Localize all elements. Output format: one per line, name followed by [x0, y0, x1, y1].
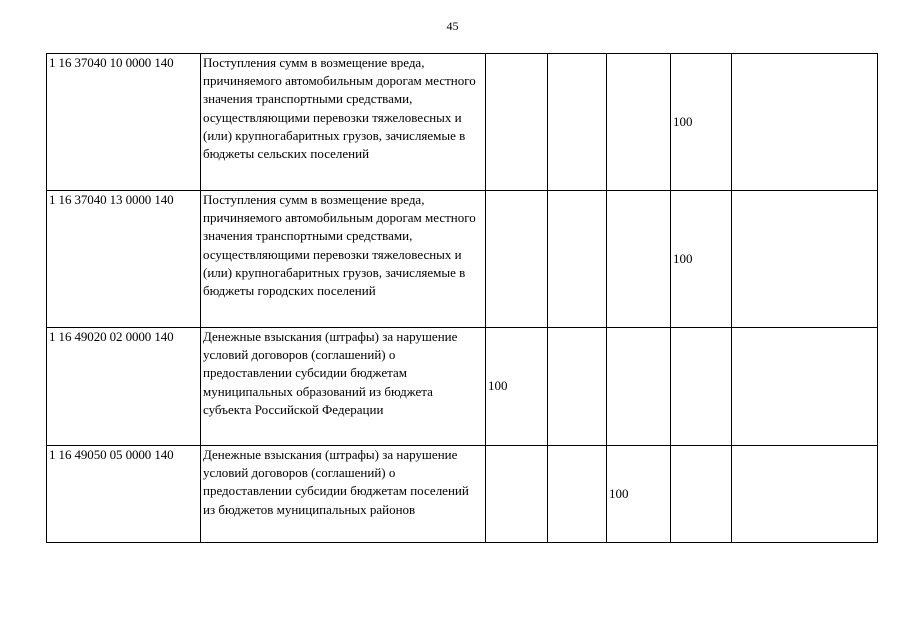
value-cell: 100 — [607, 446, 671, 543]
value-cell — [732, 328, 878, 446]
value-cell — [486, 54, 548, 191]
value-cell — [607, 54, 671, 191]
value-cell: 100 — [671, 191, 732, 328]
value-cell — [607, 328, 671, 446]
value-cell — [548, 54, 607, 191]
value-cell — [607, 191, 671, 328]
value-cell — [548, 191, 607, 328]
classification-code-cell: 1 16 37040 13 0000 140 — [47, 191, 201, 328]
table-row — [47, 54, 878, 191]
value-cell — [548, 446, 607, 543]
classification-code-cell: 1 16 49020 02 0000 140 — [47, 328, 201, 446]
revenue-distribution-table — [46, 53, 878, 543]
classification-code-cell: 1 16 37040 10 0000 140 — [47, 54, 201, 191]
page-number: 45 — [446, 19, 459, 33]
income-description-cell: Поступления сумм в возмещение вреда, причиняемого автомобильным дорогам местного значения транспортными средствами, осуществляющими перевозки тяжеловесных и (или) крупногабаритных грузов, зачисляемые в бюджеты городских поселений — [201, 191, 486, 328]
value-cell — [671, 446, 732, 543]
income-description-cell: Поступления сумм в возмещение вреда, причиняемого автомобильным дорогам местного значения транспортными средствами, осуществляющими перевозки тяжеловесных и (или) крупногабаритных грузов, зачисляемые в бюджеты сельских поселений — [201, 54, 486, 191]
value-cell — [486, 191, 548, 328]
value-cell — [486, 446, 548, 543]
value-cell — [732, 54, 878, 191]
classification-code-cell: 1 16 49050 05 0000 140 — [47, 446, 201, 543]
table-row — [47, 191, 878, 328]
value-cell — [548, 328, 607, 446]
income-description-cell: Денежные взыскания (штрафы) за нарушение условий договоров (соглашений) о предоставлении субсидии бюджетам муниципальных образований из бюджета субъекта Российской Федерации — [201, 328, 486, 446]
value-cell — [732, 446, 878, 543]
value-cell: 100 — [486, 328, 548, 446]
table-row — [47, 328, 878, 446]
income-description-cell: Денежные взыскания (штрафы) за нарушение условий договоров (соглашений) о предоставлении субсидии бюджетам поселений из бюджетов муниципальных районов — [201, 446, 486, 543]
value-cell: 100 — [671, 54, 732, 191]
table-row — [47, 446, 878, 543]
value-cell — [671, 328, 732, 446]
value-cell — [732, 191, 878, 328]
